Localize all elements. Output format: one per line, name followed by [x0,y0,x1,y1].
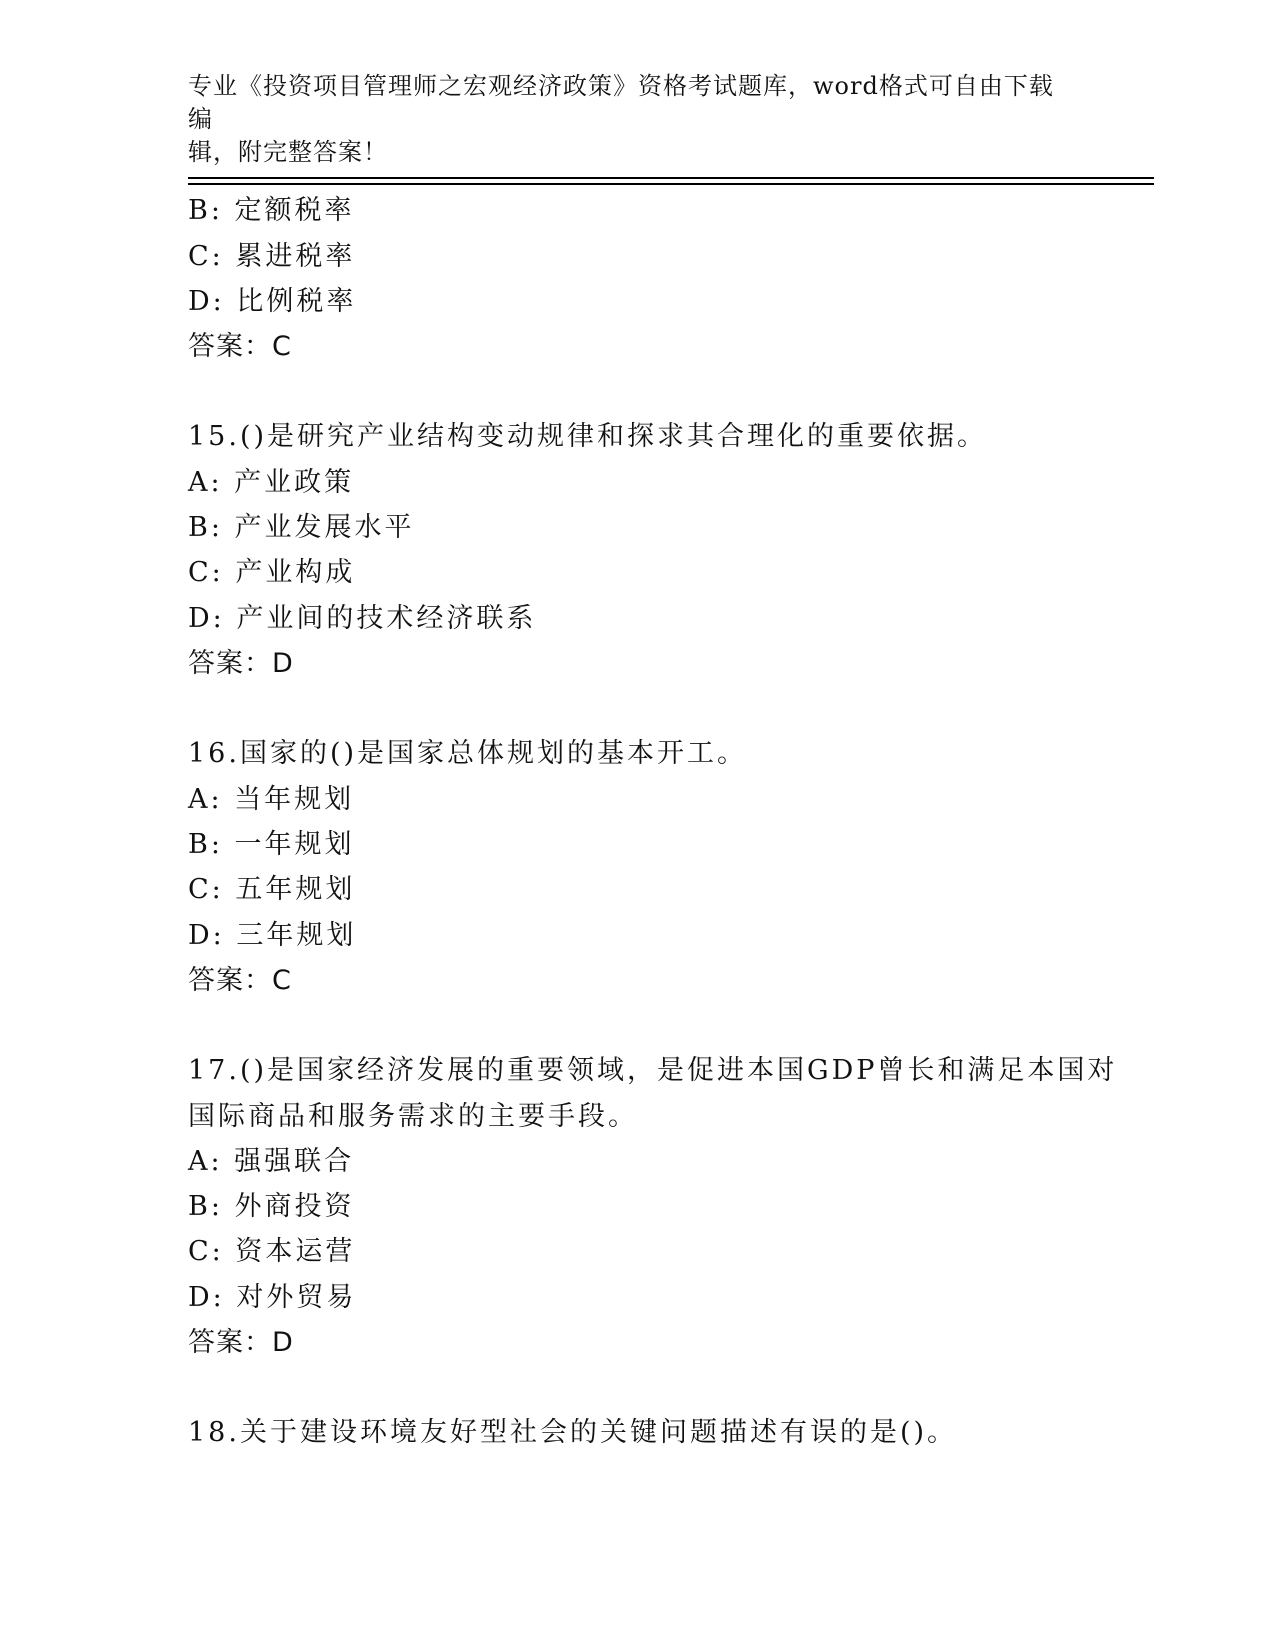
answer-text: 答案：D [188,1327,294,1358]
header-rule-top [188,177,1154,179]
option-text: D: 产业间的技术经济联系 [188,603,537,634]
question-text: 国际商品和服务需求的主要手段。 [188,1101,638,1132]
option-text: D: 比例税率 [188,286,357,317]
answer-text: 答案：C [188,331,292,362]
option-text: B: 一年规划 [188,829,355,860]
answer-text: 答案：C [188,965,292,996]
option-text: C: 累进税率 [188,241,356,272]
option-text: B: 定额税率 [188,195,355,226]
question-text: 16.国家的()是国家总体规划的基本开工。 [188,738,748,769]
option-text: C: 资本运营 [188,1236,356,1267]
answer-text: 答案：D [188,648,294,679]
header-rule-bottom [188,183,1154,185]
option-text: D: 对外贸易 [188,1282,357,1313]
option-text: A: 产业政策 [188,467,355,498]
option-text: A: 当年规划 [188,784,355,815]
question-text: 15.()是研究产业结构变动规律和探求其合理化的重要依据。 [188,421,988,452]
header-line-1: 专业《投资项目管理师之宏观经济政策》资格考试题库，word格式可自由下载编 [188,72,1054,133]
header-line-2: 辑，附完整答案！ [188,138,388,166]
option-text: C: 产业构成 [188,557,356,588]
option-text: C: 五年规划 [188,874,356,905]
option-text: D: 三年规划 [188,920,357,951]
option-text: B: 外商投资 [188,1191,355,1222]
question-text: 17.()是国家经济发展的重要领域，是促进本国GDP曾长和满足本国对 [188,1055,1118,1086]
option-text: A: 强强联合 [188,1146,355,1177]
document-header [188,70,1068,169]
option-text: B: 产业发展水平 [188,512,415,543]
question-text: 18.关于建设环境友好型社会的关键问题描述有误的是()。 [188,1417,958,1448]
